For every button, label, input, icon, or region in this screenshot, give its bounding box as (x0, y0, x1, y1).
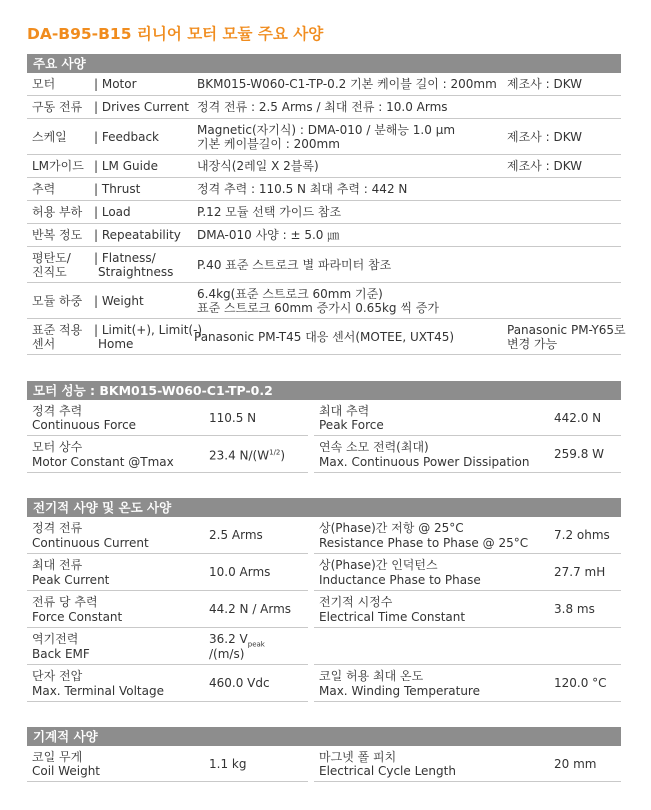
elec-cell-right-empty (314, 628, 621, 665)
row-value-line2: 기본 케이블길이 : 200mm (197, 137, 340, 151)
label-en: Electrical Time Constant (319, 610, 466, 624)
row-label-ko: 추력 (32, 182, 56, 196)
section-header-electrical: 전기적 사양 및 온도 사양 (27, 498, 621, 517)
elec-row (27, 665, 621, 702)
value: 442.0 N (554, 410, 602, 425)
row-label-en: | Limit(+), Limit(-) (94, 323, 203, 337)
mech-cell-right (314, 746, 621, 782)
row-label-ko: 표준 적용 (32, 323, 83, 337)
value: 110.5 N (209, 410, 257, 425)
value: 10.0 Arms (209, 565, 271, 579)
label-ko: 최대 전류 (32, 558, 83, 572)
label-ko: 최대 추력 (319, 404, 370, 418)
row-label-en: | Motor (94, 77, 137, 91)
label-ko: 단자 전압 (32, 669, 83, 683)
value: 20 mm (554, 756, 597, 771)
row-label-ko: 스케일 (32, 129, 67, 144)
label-ko: 코일 무게 (32, 750, 83, 764)
elec-cell-right (314, 665, 621, 702)
elec-cell-left (27, 628, 308, 665)
spec-row-repeatability (27, 224, 621, 247)
value: 3.8 ms (554, 602, 595, 616)
row-label-ko: 반복 정도 (32, 228, 83, 242)
row-value: 정격 전류 : 2.5 Arms / 최대 전류 : 10.0 Arms (197, 100, 448, 114)
label-en: Continuous Current (32, 536, 149, 550)
row-label-ko: LM가이드 (32, 159, 84, 173)
value: 120.0 °C (554, 676, 607, 690)
label-ko: 상(Phase)간 인덕턴스 (319, 558, 438, 572)
row-label-ko: 구동 전류 (32, 100, 83, 114)
mech-row (27, 746, 621, 782)
value: 2.5 Arms (209, 528, 263, 542)
label-en: Coil Weight (32, 764, 101, 778)
row-label-en: | Flatness/ (94, 251, 156, 265)
spec-row-weight (27, 283, 621, 319)
label-ko: 상(Phase)간 저항 @ 25°C (319, 521, 464, 535)
label-ko: 역기전력 (32, 632, 79, 646)
page-title: DA-B95-B15 리니어 모터 모듈 주요 사양 (27, 25, 324, 43)
perf-row (27, 436, 621, 473)
elec-row (27, 554, 621, 591)
value: 460.0 Vdc (209, 676, 270, 690)
label-ko: 정격 전류 (32, 521, 83, 535)
perf-row (27, 400, 621, 436)
row-value: Magnetic(자기식) : DMA-010 / 분해능 1.0 μm (197, 123, 456, 137)
row-label-ko: 허용 부하 (32, 205, 83, 219)
perf-cell-right (314, 400, 621, 436)
row-label-en: | Thrust (94, 182, 141, 196)
label-en: Max. Terminal Voltage (32, 684, 164, 698)
label-ko: 코일 허용 최대 온도 (319, 669, 424, 683)
perf-cell-left (27, 400, 308, 436)
row-value: P.40 표준 스트로크 별 파라미터 참조 (197, 257, 392, 272)
value: 7.2 ohms (554, 528, 610, 542)
mech-cell-left (27, 746, 308, 782)
elec-cell-left (27, 591, 308, 628)
spec-row-load (27, 201, 621, 224)
row-value: DMA-010 사양 : ± 5.0 ㎛ (197, 228, 340, 242)
row-label-en: | Repeatability (94, 228, 181, 242)
value: 36.2 $V_{peak}$ (209, 632, 265, 649)
row-value: 내장식(2레일 X 2블록) (197, 159, 319, 173)
label-en: Max. Winding Temperature (319, 684, 480, 698)
label-en: Max. Continuous Power Dissipation (319, 455, 530, 469)
elec-cell-left (27, 665, 308, 702)
elec-cell-right (314, 591, 621, 628)
label-en: Peak Current (32, 573, 110, 587)
label-en: Resistance Phase to Phase @ 25°C (319, 536, 529, 550)
row-value: Panasonic PM-T45 대응 센서(MOTEE, UXT45) (194, 329, 455, 344)
value: 44.2 N / Arms (209, 602, 292, 616)
row-label-ko: 평탄도/ (32, 251, 71, 265)
perf-cell-left (27, 436, 308, 473)
label-en: Continuous Force (32, 418, 137, 432)
row-value: 6.4kg(표준 스트로크 60mm 기준) (197, 287, 383, 301)
value: 1.1 kg (209, 756, 247, 771)
elec-cell-right (314, 517, 621, 554)
row-label-en: | Weight (94, 293, 144, 308)
section-header-main-spec: 주요 사양 (27, 54, 621, 73)
elec-cell-right (314, 554, 621, 591)
label-en: Peak Force (319, 418, 384, 432)
row-label-en: | Load (94, 205, 131, 219)
elec-row (27, 628, 621, 665)
label-ko: 전류 당 추력 (32, 595, 98, 609)
row-label-en-line2: Straightness (98, 265, 174, 279)
row-label-en: | Feedback (94, 129, 160, 144)
label-ko: 전기적 시정수 (319, 595, 393, 609)
value: 27.7 mH (554, 565, 606, 579)
row-value: 정격 추력 : 110.5 N 최대 추력 : 442 N (197, 182, 408, 196)
row-value-line2: 표준 스트로크 60mm 증가시 0.65kg 씩 증가 (197, 301, 439, 315)
spec-row-motor (27, 73, 621, 96)
spec-row-thrust (27, 178, 621, 201)
label-ko: 마그넷 폴 피치 (319, 750, 397, 764)
value: 23.4 $N/(W^{1/2})$ (209, 448, 286, 463)
value-line2: /(m/s) (209, 647, 245, 661)
label-en: Inductance Phase to Phase (319, 573, 481, 587)
elec-cell-left (27, 554, 308, 591)
label-ko: 정격 추력 (32, 404, 83, 418)
spec-row-flatness (27, 247, 621, 283)
row-value: BKM015-W060-C1-TP-0.2 기본 케이블 길이 : 200mm (197, 77, 497, 91)
value: 259.8 W (554, 447, 605, 461)
row-label-en: | Drives Current (94, 100, 189, 114)
elec-row (27, 591, 621, 628)
section-header-mechanical: 기계적 사양 (27, 727, 621, 746)
label-ko: 모터 상수 (32, 440, 83, 454)
label-en: Electrical Cycle Length (319, 764, 456, 778)
row-label-ko: 모듈 하중 (32, 293, 83, 308)
label-en: Force Constant (32, 610, 123, 624)
label-ko: 연속 소모 전력(최대) (319, 440, 429, 454)
perf-cell-right (314, 436, 621, 473)
section-header-motor-performance: 모터 성능 : BKM015-W060-C1-TP-0.2 (27, 381, 621, 400)
row-extra: 제조사 : DKW (507, 77, 582, 91)
label-en: Motor Constant @Tmax (32, 455, 174, 469)
row-extra: 제조사 : DKW (507, 159, 582, 173)
label-en: Back EMF (32, 647, 90, 661)
spec-row-lm-guide (27, 155, 621, 178)
row-label-ko-line2: 진직도 (32, 265, 67, 279)
row-label-en-line2: Home (98, 337, 134, 351)
spec-row-drives-current (27, 96, 621, 119)
elec-cell-left (27, 517, 308, 554)
row-label-ko: 모터 (32, 77, 56, 91)
spec-row-sensor (27, 319, 626, 355)
row-extra: Panasonic PM-Y65로 (507, 323, 626, 337)
elec-row (27, 517, 621, 554)
row-extra-line2: 변경 가능 (507, 337, 558, 351)
row-value: P.12 모듈 선택 가이드 참조 (197, 205, 342, 219)
row-label-en: | LM Guide (94, 159, 158, 173)
row-label-ko-line2: 센서 (32, 337, 56, 351)
row-extra: 제조사 : DKW (507, 129, 582, 144)
spec-row-feedback (27, 119, 621, 155)
